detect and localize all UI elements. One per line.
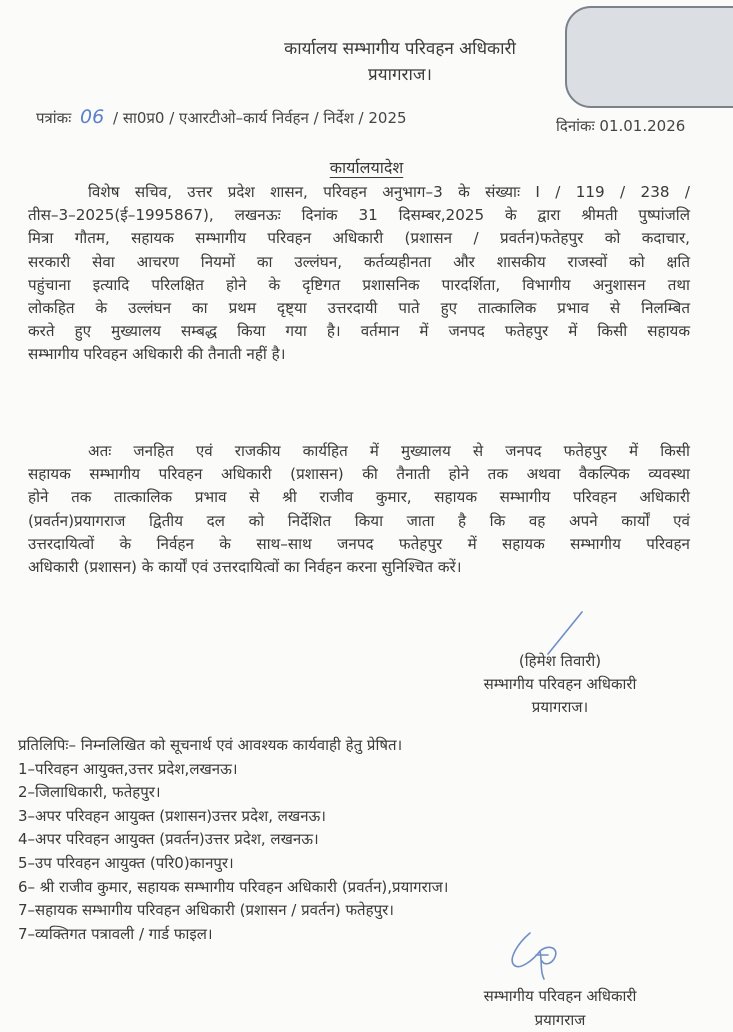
signatory-designation: सम्भागीय परिवहन अधिकारी [483,987,637,1005]
signatory-block-1 [430,650,690,719]
paragraph-line: होने तक तात्कालिक प्रभाव से श्री राजीव कुमार, सहायक सम्भागीय परिवहन अधिकारी [28,488,690,507]
copy-to-item: 7–व्यक्तिगत पत्रावली / गार्ड फाइल। [18,924,213,943]
paragraph-line: अधिकारी (प्रशासन) के कार्यों एवं उत्तरदायित्वों का निर्वहन करना सुनिश्चित करें। [28,558,462,577]
office-name: कार्यालय सम्भागीय परिवहन अधिकारी [284,39,516,59]
paragraph-line: तीस–3–2025(ई–1995867), लखनऊः दिनांक 31 दिसम्बर,2025 के द्वारा श्रीमती पुष्पांजलि [28,206,690,225]
reference-line [36,106,407,128]
copy-to-item: 3–अपर परिवहन आयुक्त (प्रशासन)उत्तर प्रदेश, लखनऊ। [18,806,326,825]
date-value: 01.01.2026 [599,117,686,135]
copy-to-item: 7–सहायक सम्भागीय परिवहन अधिकारी (प्रशासन / प्रवर्तन) फतेहपुर। [18,901,394,920]
copy-to-item: 6– श्री राजीव कुमार, सहायक सम्भागीय परिवहन अधिकारी (प्रवर्तन),प्रयागराज। [18,877,449,896]
paragraph-line: मित्रा गौतम, सहायक सम्भागीय परिवहन अधिकारी (प्रशासन / प्रवर्तन)फतेहपुर को कदाचार, [28,229,690,248]
signatory-city: प्रयागराज [534,1011,586,1029]
signatory-block-2 [420,984,700,1032]
redaction-box [565,6,733,108]
reference-number-handwritten: 06 [80,106,105,128]
office-header [200,36,600,88]
paragraph-line: अतः जनहित एवं राजकीय कार्यहित में मुख्यालय से जनपद फतेहपुर में किसी [88,442,690,460]
paragraph-1 [28,181,690,367]
copy-to-item: 4–अपर परिवहन आयुक्त (प्रवर्तन)उत्तर प्रदेश, लखनऊ। [18,830,319,849]
paragraph-line: उत्तरदायित्वों के निर्वहन के साथ–साथ जनपद फतेहपुर में सहायक सम्भागीय परिवहन [28,534,690,553]
paragraph-line: विशेष सचिव, उत्तर प्रदेश शासन, परिवहन अनुभाग–3 के संख्याः I / 119 / 238 / [88,183,690,201]
paragraph-line: करते हुए मुख्यालय सम्बद्ध किया गया है। वर्तमान में जनपद फतेहपुर में किसी सहायक [28,322,690,341]
order-title-text: कार्यालयादेश [329,158,404,177]
date-label: दिनांकः [556,117,595,135]
signatory-designation: सम्भागीय परिवहन अधिकारी [483,675,637,693]
signatory-city: प्रयागराज। [531,698,589,716]
signatory-name: (हिमेश तिवारी) [518,652,602,670]
copy-to-item: 1–परिवहन आयुक्त,उत्तर प्रदेश,लखनऊ। [18,759,238,778]
signature-scribble-icon [500,925,580,985]
copy-to-heading: प्रतिलिपिः– निम्नलिखित को सूचनार्थ एवं आवश्यक कार्यवाही हेतु प्रेषित। [18,736,403,754]
reference-suffix: / सा0प्र0 / एआरटीओ–कार्य निर्वहन / निर्देश / 2025 [113,109,407,127]
paragraph-line: (प्रवर्तन)प्रयागराज द्वितीय दल को निर्देशित किया जाता है कि वह अपने कार्यों एवं [28,511,690,530]
paragraph-line: सम्भागीय परिवहन अधिकारी की तैनाती नहीं है। [28,345,286,364]
copy-to-list [18,734,448,946]
paragraph-line: सहायक सम्भागीय परिवहन अधिकारी (प्रशासन) की तैनाती होने तक अथवा वैकल्पिक व्यवस्था [28,465,690,484]
office-city: प्रयागराज। [368,65,432,85]
copy-to-item: 2–जिलाधिकारी, फतेहपुर। [18,783,161,802]
paragraph-2 [28,440,690,579]
reference-label: पत्रांकः [36,109,72,127]
paragraph-line: सरकारी सेवा आचरण नियमों का उल्लंघन, कर्तव्यहीनता और शासकीय राजस्वों को क्षति [28,252,690,271]
paragraph-line: पहुंचाना इत्यादि परिलक्षित होने के दृष्टिगत प्रशासनिक पारदर्शिता, विभागीय अनुशासन तथा [28,275,690,294]
paragraph-line: लोकहित के उल्लंघन का प्रथम दृष्ट्या उत्तरदायी पाते हुए तात्कालिक प्रभाव से निलम्बित [28,299,690,318]
date-line [556,116,685,136]
copy-to-item: 5–उप परिवहन आयुक्त (परि0)कानपुर। [18,853,234,872]
order-title [0,156,733,178]
